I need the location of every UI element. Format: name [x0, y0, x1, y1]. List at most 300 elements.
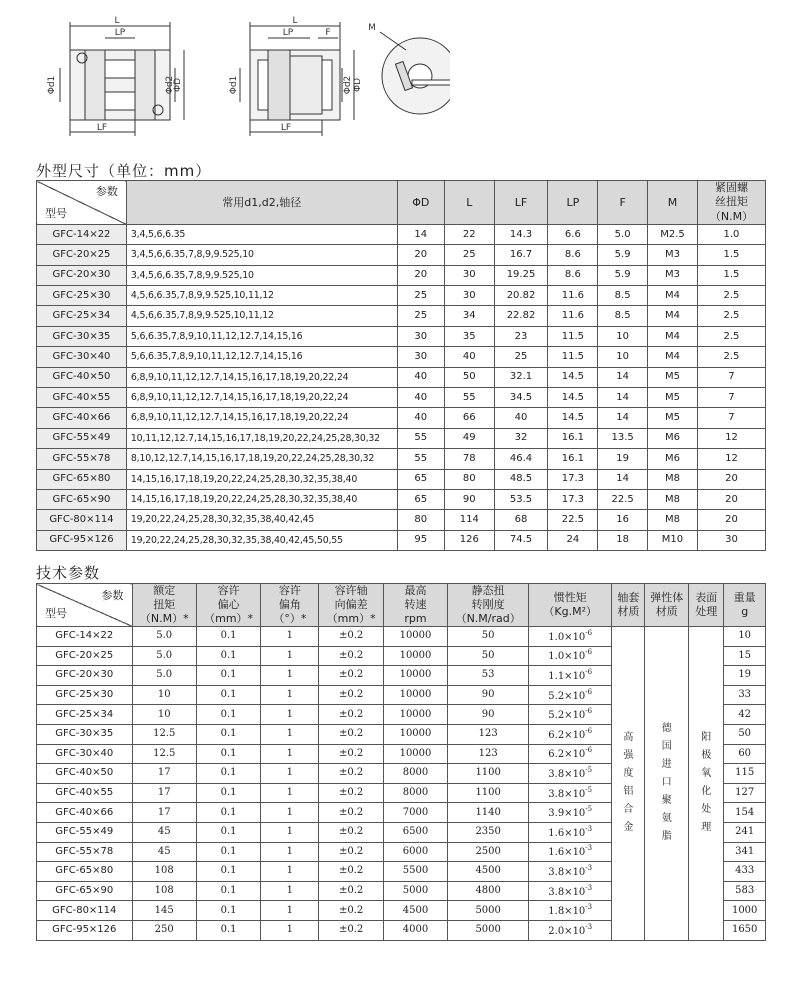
value-cell: 1: [261, 764, 319, 784]
value-cell: 16.1: [548, 449, 598, 469]
inertia-base: 2.0×10: [548, 925, 586, 937]
value-cell: 6.6: [548, 224, 598, 244]
inertia-exponent: -6: [585, 628, 593, 637]
weight-cell: 583: [724, 881, 766, 901]
header-param: 参数: [95, 185, 118, 198]
value-cell: 18: [598, 530, 648, 550]
elastomer-material-cell: [645, 627, 689, 941]
bore-cell: 14,15,16,17,18,19,20,22,24,25,28,30,32,35,38,40: [126, 489, 397, 509]
weight-cell: 1000: [724, 901, 766, 921]
table-row: [37, 428, 766, 448]
value-cell: 1: [261, 822, 319, 842]
weight-cell: 1650: [724, 920, 766, 940]
value-cell: 16.7: [494, 245, 548, 265]
value-cell: 19.25: [494, 265, 548, 285]
value-cell: 0.1: [196, 724, 260, 744]
header-M: M: [648, 181, 698, 225]
weight-cell: 33: [724, 685, 766, 705]
inertia-exponent: -6: [585, 648, 593, 657]
label-M-3: M: [368, 23, 376, 33]
tech-header-model: 型号: [45, 607, 67, 621]
label-d2-2: Φd2: [343, 75, 353, 95]
label-F-2: F: [325, 28, 331, 38]
header-F: F: [598, 181, 648, 225]
value-cell: 32.1: [494, 367, 548, 387]
value-cell: ±0.2: [319, 881, 383, 901]
value-cell: 6500: [383, 822, 447, 842]
value-cell: 20: [397, 265, 445, 285]
value-cell: 68: [494, 510, 548, 530]
value-cell: 16: [598, 510, 648, 530]
inertia-exponent: -3: [585, 883, 593, 892]
hub-material-text: 高强度铝合金: [623, 732, 634, 834]
value-cell: 8000: [383, 783, 447, 803]
inertia-base: 6.2×10: [548, 749, 586, 761]
bore-cell: 4,5,6,6.35,7,8,9,9.525,10,11,12: [126, 306, 397, 326]
value-cell: 78: [445, 449, 495, 469]
header-LP: LP: [548, 181, 598, 225]
model-cell: GFC-80×114: [37, 510, 127, 530]
header-surface: 表面 处理: [689, 584, 724, 627]
model-cell: GFC-65×80: [37, 469, 127, 489]
value-cell: 8000: [383, 764, 447, 784]
value-cell: ±0.2: [319, 646, 383, 666]
value-cell: 0.1: [196, 901, 260, 921]
table-row: [37, 326, 766, 346]
value-cell: 123: [448, 724, 529, 744]
value-cell: 14: [397, 224, 445, 244]
model-cell: GFC-25×34: [37, 705, 133, 725]
value-cell: 0.1: [196, 685, 260, 705]
elastomer-material-text: 德国进口聚氨脂: [661, 723, 672, 843]
model-cell: GFC-20×30: [37, 666, 133, 686]
value-cell: 22: [445, 224, 495, 244]
header-D: ΦD: [397, 181, 445, 225]
value-cell: 12: [697, 449, 765, 469]
bore-cell: 3,4,5,6,6.35: [126, 224, 397, 244]
value-cell: 40: [397, 408, 445, 428]
inertia-base: 3.9×10: [548, 808, 586, 820]
header-max-speed: 最高 转速 rpm: [383, 584, 447, 627]
value-cell: 14: [598, 408, 648, 428]
value-cell: 24: [548, 530, 598, 550]
value-cell: M5: [648, 408, 698, 428]
value-cell: 5000: [448, 901, 529, 921]
inertia-cell: [529, 783, 612, 803]
value-cell: 17: [132, 803, 196, 823]
inertia-exponent: -5: [585, 785, 593, 794]
value-cell: 5500: [383, 862, 447, 882]
value-cell: M4: [648, 347, 698, 367]
value-cell: 1: [261, 920, 319, 940]
model-cell: GFC-30×40: [37, 347, 127, 367]
bore-cell: 19,20,22,24,25,28,30,32,35,38,40,42,45,50,55: [126, 530, 397, 550]
value-cell: 12: [697, 428, 765, 448]
model-cell: GFC-95×126: [37, 530, 127, 550]
value-cell: 34: [445, 306, 495, 326]
inertia-exponent: -5: [585, 805, 593, 814]
value-cell: 108: [132, 881, 196, 901]
label-LF-2: LF: [280, 123, 292, 133]
surface-treatment-text: 阳极氧化处理: [701, 732, 712, 834]
value-cell: 14.5: [548, 408, 598, 428]
value-cell: 17: [132, 783, 196, 803]
weight-cell: 42: [724, 705, 766, 725]
value-cell: 8.6: [548, 265, 598, 285]
value-cell: 7: [697, 408, 765, 428]
value-cell: 0.1: [196, 764, 260, 784]
value-cell: M3: [648, 265, 698, 285]
value-cell: 0.1: [196, 646, 260, 666]
header-stiffness: 静态扭 转刚度 （N.M/rad）: [448, 584, 529, 627]
value-cell: M5: [648, 388, 698, 408]
value-cell: 1: [261, 705, 319, 725]
value-cell: 10: [132, 685, 196, 705]
label-LF-1: LF: [96, 123, 108, 133]
value-cell: M10: [648, 530, 698, 550]
value-cell: 50: [448, 646, 529, 666]
value-cell: 80: [445, 469, 495, 489]
value-cell: 10000: [383, 627, 447, 647]
model-cell: GFC-25×30: [37, 286, 127, 306]
value-cell: ±0.2: [319, 822, 383, 842]
value-cell: 40: [397, 388, 445, 408]
value-cell: 4500: [383, 901, 447, 921]
label-D-1: ΦD: [173, 77, 183, 93]
value-cell: M8: [648, 510, 698, 530]
model-cell: GFC-40×66: [37, 803, 133, 823]
value-cell: ±0.2: [319, 783, 383, 803]
value-cell: M6: [648, 428, 698, 448]
value-cell: ±0.2: [319, 666, 383, 686]
value-cell: 46.4: [494, 449, 548, 469]
value-cell: 12.5: [132, 744, 196, 764]
value-cell: 50: [445, 367, 495, 387]
value-cell: 2.5: [697, 326, 765, 346]
header-screw-torque-l2: 丝扭矩: [714, 195, 748, 209]
value-cell: 7000: [383, 803, 447, 823]
model-cell: GFC-20×25: [37, 646, 133, 666]
value-cell: 74.5: [494, 530, 548, 550]
inertia-exponent: -3: [585, 863, 593, 872]
value-cell: 1: [261, 646, 319, 666]
inertia-cell: [529, 627, 612, 647]
table-row: [37, 245, 766, 265]
value-cell: 1.5: [697, 265, 765, 285]
value-cell: ±0.2: [319, 685, 383, 705]
table-row: [37, 286, 766, 306]
weight-cell: 115: [724, 764, 766, 784]
label-LP-2: LP: [282, 28, 294, 38]
header-elastomer-material: 弹性体 材质: [645, 584, 689, 627]
value-cell: M3: [648, 245, 698, 265]
header-LF: LF: [494, 181, 548, 225]
inertia-exponent: -3: [585, 922, 593, 931]
table-row: [37, 388, 766, 408]
value-cell: ±0.2: [319, 842, 383, 862]
value-cell: 19: [598, 449, 648, 469]
value-cell: 45: [132, 822, 196, 842]
value-cell: ±0.2: [319, 901, 383, 921]
inertia-cell: [529, 685, 612, 705]
value-cell: 40: [397, 367, 445, 387]
inertia-cell: [529, 646, 612, 666]
value-cell: 1: [261, 724, 319, 744]
bore-cell: 6,8,9,10,11,12,12.7,14,15,16,17,18,19,20,22,24: [126, 367, 397, 387]
model-cell: GFC-25×34: [37, 306, 127, 326]
inertia-cell: [529, 666, 612, 686]
model-cell: GFC-55×49: [37, 822, 133, 842]
model-cell: GFC-55×78: [37, 449, 127, 469]
model-cell: GFC-40×50: [37, 764, 133, 784]
weight-cell: 15: [724, 646, 766, 666]
value-cell: ±0.2: [319, 627, 383, 647]
value-cell: 0.1: [196, 705, 260, 725]
value-cell: ±0.2: [319, 724, 383, 744]
value-cell: 10: [598, 347, 648, 367]
value-cell: 0.1: [196, 862, 260, 882]
label-L-2: L: [292, 16, 298, 26]
value-cell: 40: [445, 347, 495, 367]
value-cell: 8.6: [548, 245, 598, 265]
value-cell: 1: [261, 666, 319, 686]
value-cell: 0.1: [196, 842, 260, 862]
value-cell: 11.5: [548, 347, 598, 367]
value-cell: 30: [445, 286, 495, 306]
inertia-base: 1.0×10: [548, 651, 586, 663]
model-cell: GFC-40×66: [37, 408, 127, 428]
value-cell: 25: [397, 286, 445, 306]
value-cell: 5000: [448, 920, 529, 940]
value-cell: 66: [445, 408, 495, 428]
value-cell: 4000: [383, 920, 447, 940]
inertia-cell: [529, 822, 612, 842]
model-cell: GFC-80×114: [37, 901, 133, 921]
weight-cell: 341: [724, 842, 766, 862]
inertia-base: 3.8×10: [548, 768, 586, 780]
model-cell: GFC-55×49: [37, 428, 127, 448]
value-cell: 30: [697, 530, 765, 550]
weight-cell: 433: [724, 862, 766, 882]
value-cell: 2350: [448, 822, 529, 842]
table-row: [37, 510, 766, 530]
value-cell: 10000: [383, 744, 447, 764]
model-cell: GFC-14×22: [37, 224, 127, 244]
value-cell: 5.9: [598, 265, 648, 285]
value-cell: 20: [697, 510, 765, 530]
bore-cell: 6,8,9,10,11,12,12.7,14,15,16,17,18,19,20,22,24: [126, 408, 397, 428]
value-cell: M4: [648, 306, 698, 326]
section-title-dimensions: 外型尺寸（单位：mm）: [36, 162, 212, 180]
header-rated-torque: 额定 扭矩 （N.M）*: [132, 584, 196, 627]
value-cell: 17: [132, 764, 196, 784]
table-row: [37, 469, 766, 489]
bore-cell: 4,5,6,6.35,7,8,9,9.525,10,11,12: [126, 286, 397, 306]
model-cell: GFC-30×40: [37, 744, 133, 764]
value-cell: 10000: [383, 685, 447, 705]
label-LP-1: LP: [114, 28, 126, 38]
value-cell: 1: [261, 862, 319, 882]
value-cell: 14: [598, 469, 648, 489]
value-cell: 22.82: [494, 306, 548, 326]
value-cell: M6: [648, 449, 698, 469]
value-cell: 0.1: [196, 920, 260, 940]
coupling-drawings: [20, 10, 450, 160]
value-cell: 0.1: [196, 881, 260, 901]
value-cell: 20: [397, 245, 445, 265]
header-L: L: [445, 181, 495, 225]
table-row: [37, 306, 766, 326]
inertia-exponent: -6: [585, 667, 593, 676]
header-screw-torque-l3: （N.M）: [709, 209, 754, 223]
inertia-base: 6.2×10: [548, 729, 586, 741]
value-cell: 5.0: [132, 646, 196, 666]
inertia-base: 1.0×10: [548, 631, 586, 643]
header-screw-torque-l1: 紧固螺: [714, 181, 748, 194]
inertia-cell: [529, 842, 612, 862]
value-cell: 0.1: [196, 803, 260, 823]
table-row: [37, 627, 766, 647]
value-cell: 7: [697, 388, 765, 408]
label-d2-1: Φd2: [165, 75, 175, 95]
bore-cell: 6,8,9,10,11,12,12.7,14,15,16,17,18,19,20,22,24: [126, 388, 397, 408]
header-eccentricity: 容许 偏心 （mm）*: [196, 584, 260, 627]
value-cell: 1: [261, 881, 319, 901]
value-cell: 5.0: [132, 627, 196, 647]
inertia-base: 3.8×10: [548, 866, 586, 878]
inertia-base: 1.1×10: [548, 670, 586, 682]
label-d1-1: Φd1: [47, 75, 57, 95]
label-L-1: L: [114, 16, 120, 26]
value-cell: 123: [448, 744, 529, 764]
value-cell: 90: [448, 685, 529, 705]
value-cell: M5: [648, 367, 698, 387]
value-cell: 14.5: [548, 367, 598, 387]
value-cell: 4800: [448, 881, 529, 901]
value-cell: 10: [132, 705, 196, 725]
value-cell: 0.1: [196, 822, 260, 842]
bore-cell: 3,4,5,6,6.35,7,8,9,9.525,10: [126, 245, 397, 265]
inertia-base: 5.2×10: [548, 690, 586, 702]
value-cell: 10: [598, 326, 648, 346]
value-cell: M8: [648, 489, 698, 509]
inertia-exponent: -6: [585, 687, 593, 696]
inertia-exponent: -6: [585, 707, 593, 716]
value-cell: 1100: [448, 764, 529, 784]
section-title-technical: 技术参数: [36, 564, 101, 582]
value-cell: 25: [445, 245, 495, 265]
value-cell: 0.1: [196, 783, 260, 803]
value-cell: 30: [397, 347, 445, 367]
value-cell: 0.1: [196, 666, 260, 686]
value-cell: ±0.2: [319, 705, 383, 725]
value-cell: 34.5: [494, 388, 548, 408]
surface-treatment-cell: [689, 627, 724, 941]
value-cell: 22.5: [598, 489, 648, 509]
model-cell: GFC-40×55: [37, 783, 133, 803]
header-model: 型号: [45, 206, 67, 220]
value-cell: 30: [397, 326, 445, 346]
value-cell: 25: [397, 306, 445, 326]
value-cell: 5.0: [132, 666, 196, 686]
weight-cell: 154: [724, 803, 766, 823]
value-cell: 25: [494, 347, 548, 367]
value-cell: 49: [445, 428, 495, 448]
value-cell: ±0.2: [319, 764, 383, 784]
dimensions-table: [36, 180, 766, 551]
value-cell: 1100: [448, 783, 529, 803]
value-cell: 1.5: [697, 245, 765, 265]
value-cell: 17.3: [548, 469, 598, 489]
value-cell: 4500: [448, 862, 529, 882]
value-cell: 6000: [383, 842, 447, 862]
bore-cell: 19,20,22,24,25,28,30,32,35,38,40,42,45: [126, 510, 397, 530]
value-cell: M4: [648, 326, 698, 346]
model-cell: GFC-20×30: [37, 265, 127, 285]
value-cell: 8.5: [598, 306, 648, 326]
inertia-base: 1.8×10: [548, 906, 586, 918]
value-cell: 50: [448, 627, 529, 647]
value-cell: 40: [494, 408, 548, 428]
value-cell: 90: [445, 489, 495, 509]
inertia-base: 5.2×10: [548, 710, 586, 722]
value-cell: 10000: [383, 666, 447, 686]
inertia-exponent: -5: [585, 765, 593, 774]
value-cell: 13.5: [598, 428, 648, 448]
model-cell: GFC-20×25: [37, 245, 127, 265]
inertia-base: 3.8×10: [548, 886, 586, 898]
value-cell: 22.5: [548, 510, 598, 530]
value-cell: 12.5: [132, 724, 196, 744]
bore-cell: 5,6,6.35,7,8,9,10,11,12,12.7,14,15,16: [126, 347, 397, 367]
inertia-cell: [529, 744, 612, 764]
weight-cell: 10: [724, 627, 766, 647]
value-cell: 55: [397, 428, 445, 448]
value-cell: 20: [697, 489, 765, 509]
value-cell: 2.5: [697, 286, 765, 306]
inertia-cell: [529, 764, 612, 784]
value-cell: 5.0: [598, 224, 648, 244]
value-cell: 108: [132, 862, 196, 882]
header-bore: 常用d1,d2,轴径: [126, 181, 397, 225]
header-inertia: 惯性矩 （Kg.M²）: [529, 584, 612, 627]
table-row: [37, 347, 766, 367]
inertia-base: 1.6×10: [548, 827, 586, 839]
value-cell: 65: [397, 469, 445, 489]
bore-cell: 8,10,12,12.7,14,15,16,17,18,19,20,22,24,25,28,30,32: [126, 449, 397, 469]
value-cell: 11.5: [548, 326, 598, 346]
value-cell: 53.5: [494, 489, 548, 509]
weight-cell: 127: [724, 783, 766, 803]
model-cell: GFC-65×90: [37, 489, 127, 509]
value-cell: 11.6: [548, 306, 598, 326]
value-cell: ±0.2: [319, 803, 383, 823]
value-cell: 14.5: [548, 388, 598, 408]
value-cell: 55: [397, 449, 445, 469]
header-hub-material: 轴套 材质: [612, 584, 645, 627]
value-cell: 1: [261, 842, 319, 862]
value-cell: 14: [598, 388, 648, 408]
value-cell: 95: [397, 530, 445, 550]
value-cell: 11.6: [548, 286, 598, 306]
value-cell: 80: [397, 510, 445, 530]
table-row: [37, 408, 766, 428]
value-cell: 126: [445, 530, 495, 550]
tech-header-param-model: [37, 584, 133, 627]
model-cell: GFC-95×126: [37, 920, 133, 940]
table-row: [37, 367, 766, 387]
inertia-cell: [529, 920, 612, 940]
